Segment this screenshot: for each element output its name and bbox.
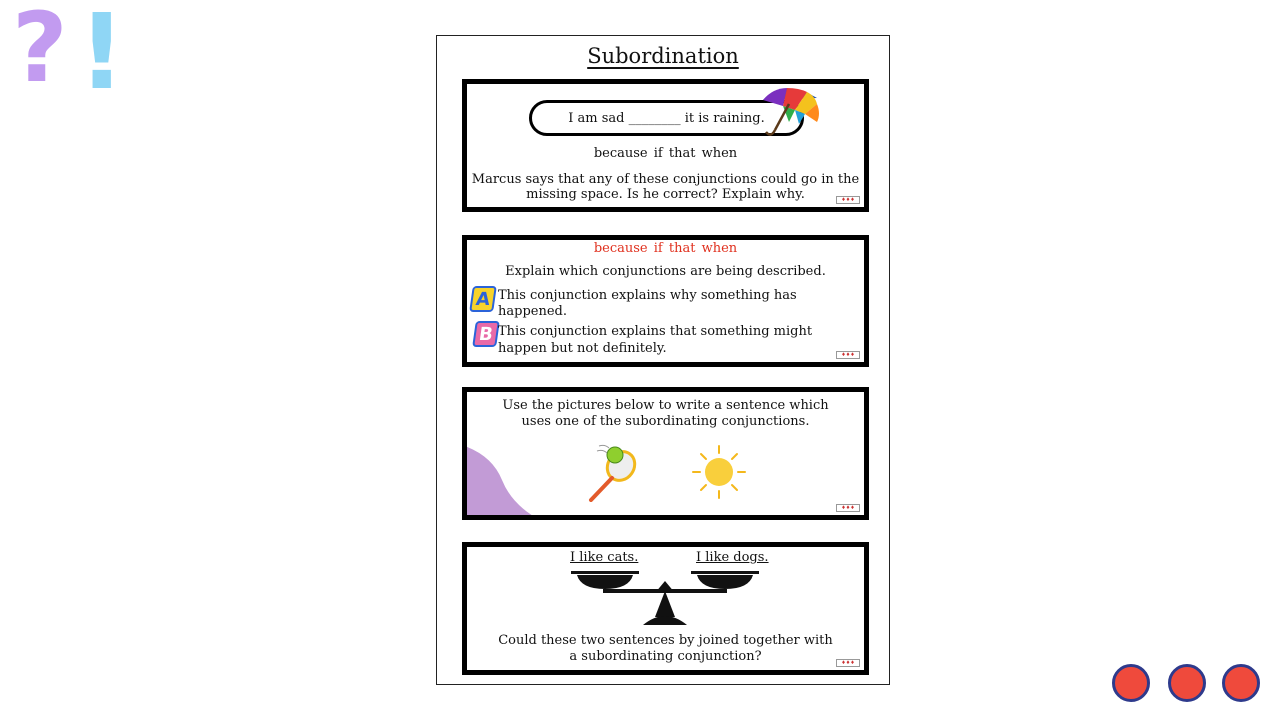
left-sentence: I like cats. <box>570 550 639 565</box>
exclamation-mark-decoration: ! <box>78 0 126 113</box>
publisher-logo: ♦♦♦ <box>836 659 860 667</box>
gap-sentence: I am sad ________ it is raining. <box>568 111 765 126</box>
nav-dot-3[interactable] <box>1222 664 1260 702</box>
conjunction-options-red: because if that when <box>593 241 738 256</box>
nav-dot-1[interactable] <box>1112 664 1150 702</box>
join-question: Could these two sentences by joined together with a subordinating conjunction? <box>498 633 833 664</box>
right-sentence: I like dogs. <box>696 550 769 565</box>
publisher-logo: ♦♦♦ <box>836 351 860 359</box>
publisher-logo: ♦♦♦ <box>836 196 860 204</box>
letter-a-badge: A <box>469 286 497 312</box>
picture-instruction: Use the pictures below to write a sentence which uses one of the subordinating conjunctions. <box>502 398 829 429</box>
balance-scale-icon <box>571 567 761 629</box>
question-mark-decoration: ? <box>12 0 68 104</box>
worksheet-title: Subordination <box>587 44 739 68</box>
nav-dot-2[interactable] <box>1168 664 1206 702</box>
explain-instruction: Explain which conjunctions are being described. <box>505 264 826 279</box>
statement-b: This conjunction explains that something might happen but not definitely. <box>498 324 813 356</box>
sun-icon <box>689 442 749 502</box>
question-card-2 <box>462 235 869 367</box>
navigation-dots <box>1112 664 1266 704</box>
conjunction-options: because if that when <box>593 146 738 161</box>
marcus-question: Marcus says that any of these conjunctions could go in the missing space. Is he correct? Explain why. <box>471 172 860 202</box>
question-card-3 <box>462 387 869 520</box>
question-card-4 <box>462 542 869 675</box>
publisher-logo: ♦♦♦ <box>836 504 860 512</box>
purple-blob-decoration <box>462 445 542 520</box>
letter-b-badge: B <box>472 321 500 347</box>
tennis-racket-icon <box>585 442 645 502</box>
worksheet <box>436 35 890 685</box>
umbrella-icon <box>759 84 823 140</box>
statement-a: This conjunction explains why something has happened. <box>498 288 797 319</box>
question-card-1 <box>462 79 869 212</box>
